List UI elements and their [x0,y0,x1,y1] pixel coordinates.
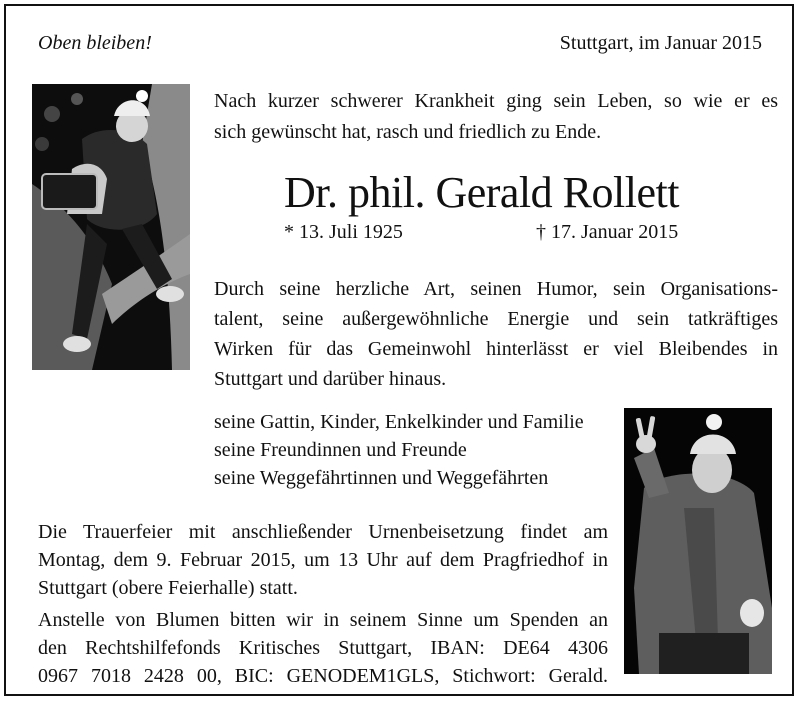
tribute-line: talent, seine außergewöhnliche Energie und sein tatkräftiges [214,308,778,330]
tribute-line: Durch seine herzliche Art, seinen Humor, sein Organisations- [214,278,778,300]
photo-man-in-tree [32,84,190,370]
photo-man-victory-sign [624,408,772,674]
motto: Oben bleiben! [38,32,152,54]
funeral-text [38,518,608,602]
tribute-text [214,274,778,394]
donation-line: den Rechtshilfefonds Kritisches Stuttgart, IBAN: DE64 4306 [38,637,608,659]
funeral-line: Die Trauerfeier mit anschließender Urnenbeisetzung findet am [38,521,608,543]
tribute-line: Wirken für das Gemeinwohl hinterlässt er viel Bleibendes in [214,338,778,360]
tribute-line: Stuttgart und darüber hinaus. [214,368,447,390]
obituary-frame [4,4,794,696]
donation-text [38,606,608,690]
intro-line: Nach kurzer schwerer Krankheit ging sein Leben, so wie er es [214,90,778,112]
mourner-line: seine Gattin, Kinder, Enkelkinder und Familie [214,411,584,433]
mourner-line: seine Weggefährtinnen und Weggefährten [214,467,549,489]
place-date: Stuttgart, im Januar 2015 [559,32,762,54]
deceased-name: Dr. phil. Gerald Rollett [284,168,679,217]
death-date: † 17. Januar 2015 [536,221,679,243]
intro-text [214,86,778,148]
birth-date: * 13. Juli 1925 [284,221,403,243]
donation-line: 0967 7018 2428 00, BIC: GENODEM1GLS, Stichwort: Gerald. [38,665,608,687]
photo-man-in-tree-image [32,84,190,370]
mourners-list [214,408,584,492]
donation-line: Anstelle von Blumen bitten wir in seinem Sinne um Spenden an [38,609,608,631]
intro-line: sich gewünscht hat, rasch und friedlich zu Ende. [214,121,602,143]
funeral-line: Stuttgart (obere Feierhalle) statt. [38,577,298,599]
funeral-line: Montag, dem 9. Februar 2015, um 13 Uhr auf dem Pragfriedhof in [38,549,608,571]
photo-man-victory-sign-image [624,408,772,674]
mourner-line: seine Freundinnen und Freunde [214,439,467,461]
